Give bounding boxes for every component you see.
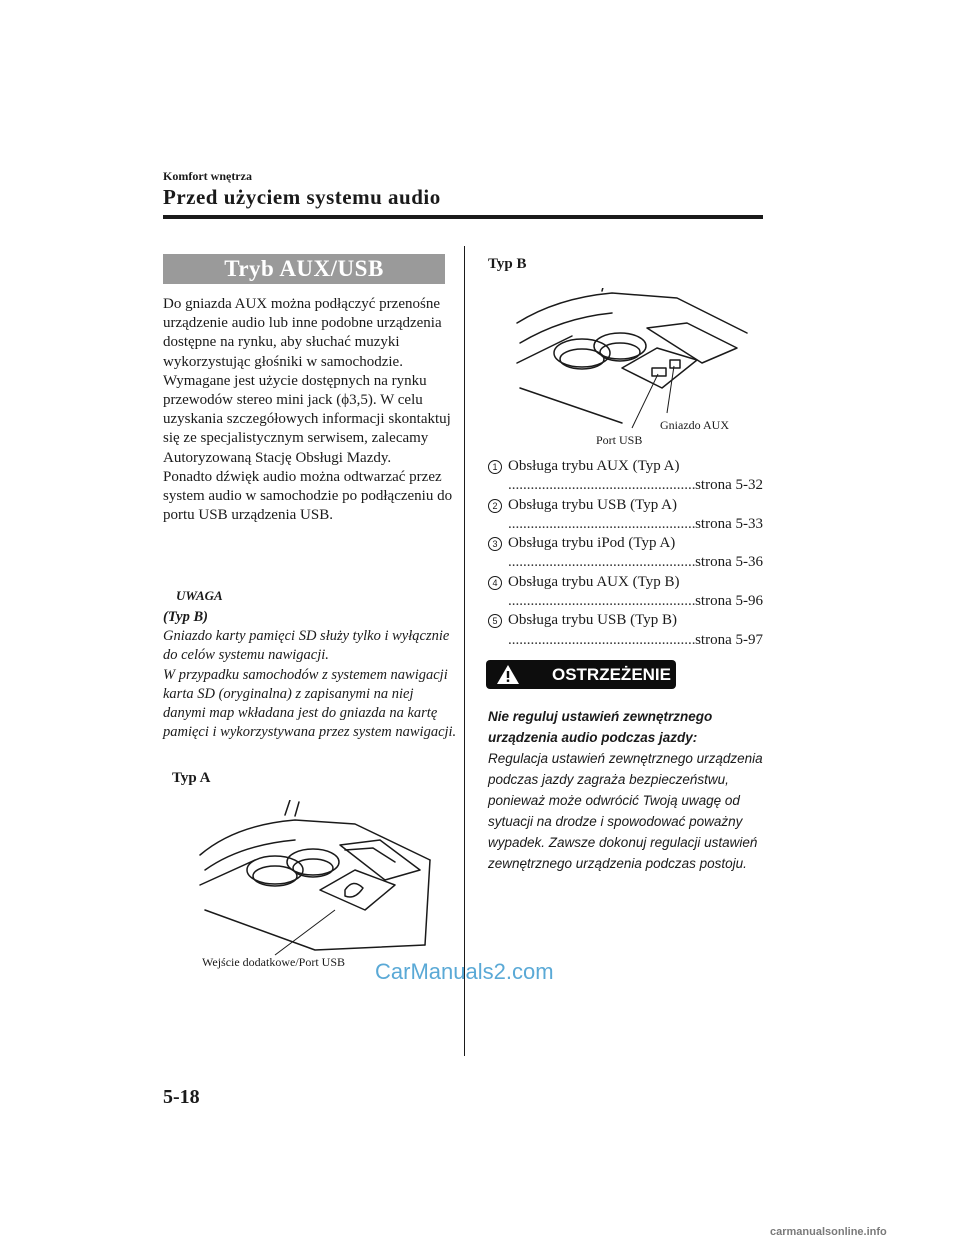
page-title: Przed użyciem systemu audio: [163, 185, 441, 209]
type-b-label: Typ B: [488, 256, 527, 272]
intro-paragraph-3: Ponadto dźwięk audio można odtwarzać przez system audio w samochodzie po podłączeniu do portu USB urządzenia USB.: [163, 468, 453, 524]
note-line-2: Gniazdo karty pamięci SD służy tylko i wyłącznie do celów systemu nawigacji.: [163, 628, 450, 664]
leader-dots: [508, 592, 695, 611]
list-item: [488, 457, 763, 496]
type-a-label: Typ A: [172, 770, 211, 786]
warning-body: Regulacja ustawień zewnętrznego urządzenia podczas jazdy zagraża bezpieczeństwu, ponieważ może odwrócić Twoją uwagę od sytuacji na drodze i spowodować poważny wypadek. Zawsze dokonuj regulacji ustawień zewnętrznego urządzenia podczas postoju.: [488, 751, 763, 871]
warning-banner: [486, 660, 676, 689]
reference-list: [488, 457, 763, 650]
leader-dots: [508, 515, 695, 534]
page-number: 5-18: [163, 1086, 200, 1108]
leader-dots: [508, 631, 695, 650]
console-illustration-type-a: [195, 800, 435, 960]
type-a-caption: Wejście dodatkowe/Port USB: [202, 955, 346, 969]
type-b-caption-usb: Port USB: [596, 433, 643, 447]
ref-title: Obsługa trybu iPod (Typ A): [508, 535, 676, 552]
note-line-3: W przypadku samochodów z systemem nawigacji karta SD (oryginalna) z zapisanymi na niej danymi map wkładana jest do gniazda na kartę pamięci i wykorzystywana przez system nawigacji.: [163, 666, 457, 741]
ref-number: 5: [488, 614, 502, 628]
section-banner: Tryb AUX/USB: [163, 254, 445, 284]
note-title: UWAGA: [176, 588, 223, 603]
ref-number: 1: [488, 460, 502, 474]
leader-dots: [508, 476, 695, 495]
ref-number: 4: [488, 576, 502, 590]
intro-paragraph-1: Do gniazda AUX można podłączyć przenośne urządzenie audio lub inne podobne urządzenia dostępne na rynku, aby słuchać muzyki wykorzystując głośniki w samochodzie.: [163, 296, 442, 370]
type-b-caption-aux: Gniazdo AUX: [660, 418, 729, 432]
ref-page: strona 5-97: [695, 631, 763, 648]
console-illustration-type-b: [512, 288, 752, 438]
callout-line-aux: [667, 366, 674, 413]
list-item: [488, 534, 763, 573]
warning-triangle-icon: [496, 664, 520, 685]
intro-text: [163, 295, 453, 525]
ref-title: Obsługa trybu USB (Typ B): [508, 612, 677, 629]
list-item: [488, 611, 763, 650]
ref-title: Obsługa trybu AUX (Typ A): [508, 458, 680, 474]
warning-label: OSTRZEŻENIE: [551, 665, 671, 684]
ref-number: 3: [488, 537, 502, 551]
ref-title: Obsługa trybu USB (Typ A): [508, 496, 677, 513]
list-item: [488, 496, 763, 535]
leader-dots: [508, 553, 695, 572]
watermark-carmanuals2: CarManuals2.com: [375, 959, 554, 984]
ref-number: 2: [488, 499, 502, 513]
ref-page: strona 5-96: [695, 593, 763, 610]
note-body: [163, 608, 458, 742]
section-label: Komfort wnętrza: [163, 169, 252, 183]
ref-page: strona 5-33: [695, 515, 763, 532]
warning-text: [488, 706, 768, 874]
note-line-1: (Typ B): [163, 609, 208, 625]
callout-line-usb: [632, 374, 658, 428]
header-rule: [163, 215, 763, 219]
column-divider: [464, 246, 465, 1056]
watermark-carmanualsonline: carmanualsonline.info: [770, 1226, 887, 1238]
intro-paragraph-2: Wymagane jest użycie dostępnych na rynku przewodów stereo mini jack (ϕ3,5). W celu uzyskania szczegółowych informacji skontaktuj się ze specjalistycznym serwisem, zalecamy Autoryzowaną Stację Obsługi Mazdy.: [163, 372, 451, 466]
list-item: [488, 573, 763, 612]
callout-line-type-a: [275, 910, 335, 955]
warning-lead: Nie reguluj ustawień zewnętrznego urządzenia audio podczas jazdy:: [488, 709, 713, 745]
ref-page: strona 5-32: [695, 477, 763, 494]
ref-page: strona 5-36: [695, 554, 763, 571]
ref-title: Obsługa trybu AUX (Typ B): [508, 573, 680, 590]
